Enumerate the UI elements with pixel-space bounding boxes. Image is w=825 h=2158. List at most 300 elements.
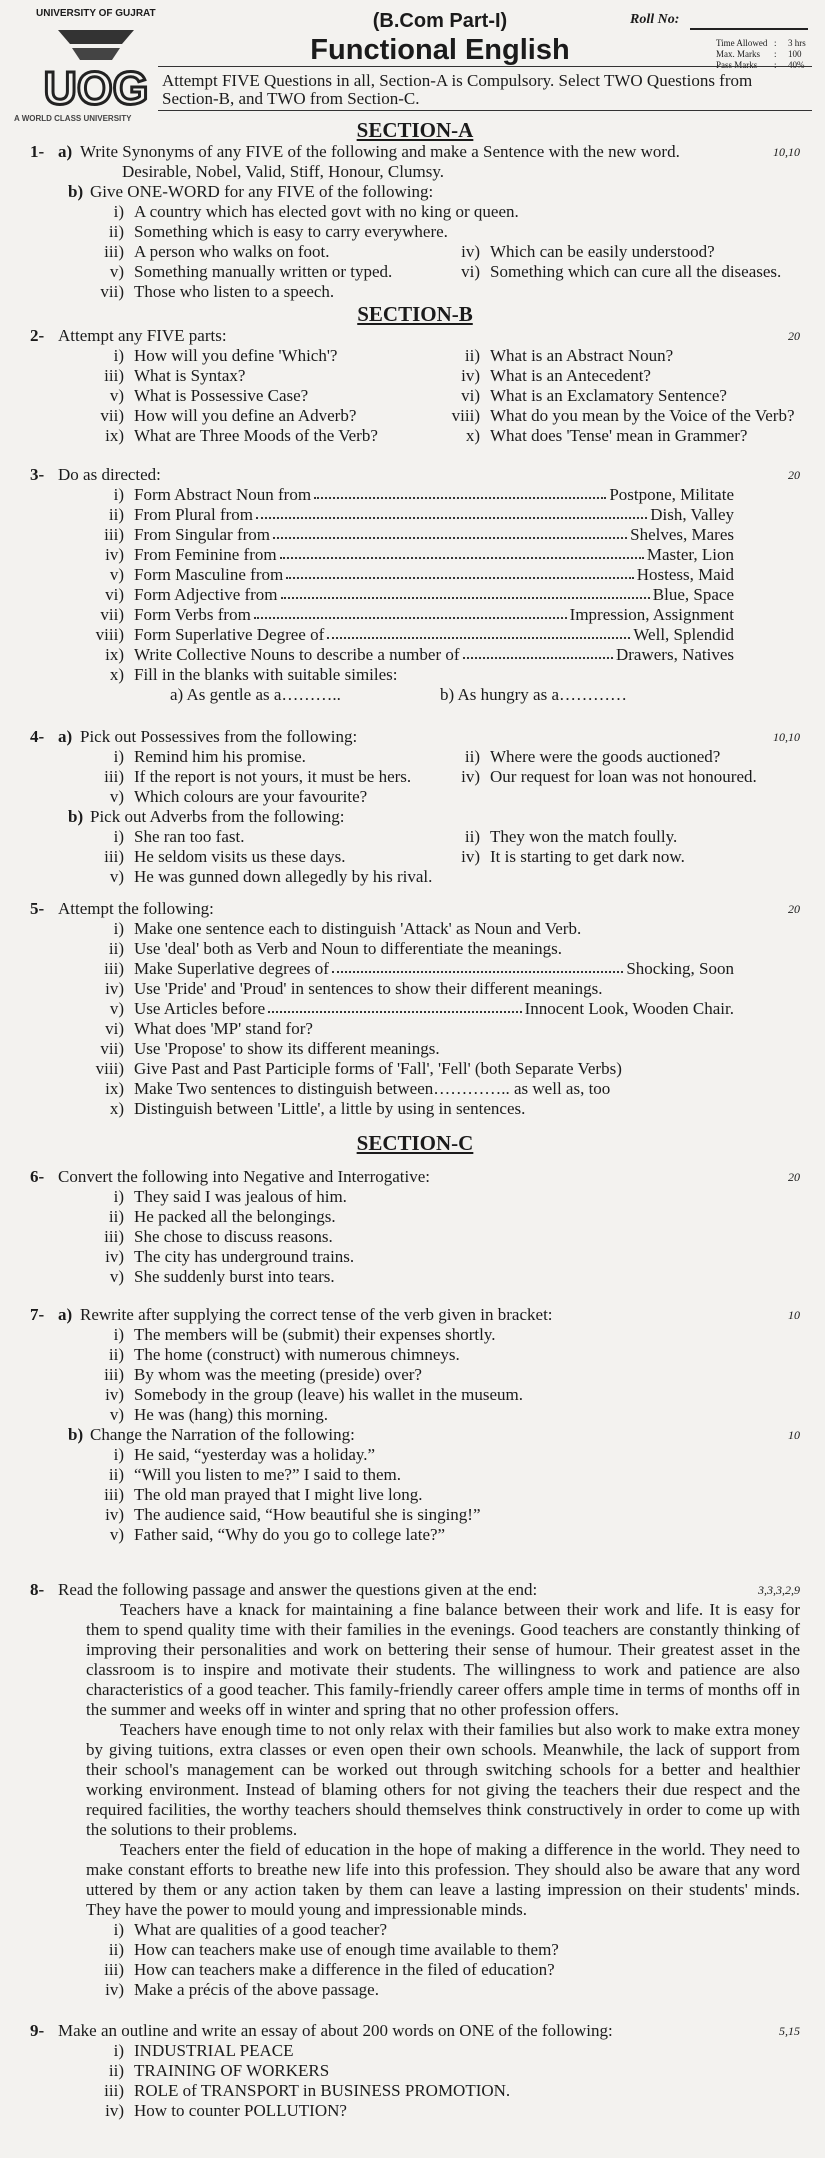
item-text: The home (construct) with numerous chimneys. bbox=[134, 1345, 460, 1364]
item-text: Somebody in the group (leave) his wallet in the museum. bbox=[134, 1385, 524, 1404]
item bbox=[76, 1525, 445, 1545]
list-item bbox=[76, 1485, 800, 1505]
list-item bbox=[76, 827, 800, 847]
list-item bbox=[76, 545, 800, 565]
list-item bbox=[76, 262, 800, 282]
item-text: From Feminine from bbox=[134, 545, 277, 564]
part-heading bbox=[58, 727, 357, 747]
question-9 bbox=[30, 2021, 800, 2121]
item bbox=[76, 827, 446, 847]
item bbox=[76, 1267, 335, 1287]
meta-value: 3 hrs bbox=[788, 38, 806, 48]
question-heading bbox=[30, 727, 800, 747]
item-numeral: x) bbox=[465, 426, 480, 445]
item-numeral: iv) bbox=[105, 979, 124, 998]
item-list bbox=[30, 919, 800, 1119]
item-numeral: viii) bbox=[95, 1059, 124, 1078]
item-numeral: i) bbox=[113, 346, 124, 365]
dotted-leader bbox=[273, 525, 627, 539]
question-8 bbox=[30, 1580, 800, 2000]
item bbox=[76, 1445, 375, 1465]
item-numeral: i) bbox=[113, 1187, 124, 1206]
question-4 bbox=[30, 727, 800, 887]
item-text: What does 'MP' stand for? bbox=[134, 1019, 313, 1038]
item bbox=[76, 346, 446, 366]
marks: 20 bbox=[788, 468, 800, 482]
item-answer-words: Shocking, Soon bbox=[626, 959, 734, 978]
item-numeral: iii) bbox=[104, 1227, 124, 1246]
question-part bbox=[30, 747, 800, 807]
item-numeral: v) bbox=[109, 1405, 124, 1424]
item-numeral: iv) bbox=[105, 1247, 124, 1266]
roll-no-label: Roll No: bbox=[630, 12, 680, 27]
item bbox=[134, 1079, 610, 1099]
item bbox=[76, 1505, 481, 1525]
marks: 20 bbox=[788, 902, 800, 916]
roll-no-field[interactable] bbox=[690, 28, 808, 30]
item-numeral: iii) bbox=[104, 525, 124, 544]
part-heading bbox=[58, 142, 680, 162]
item-text: Use 'deal' both as Verb and Noun to differentiate the meanings. bbox=[134, 939, 563, 958]
item-text: He seldom visits us these days. bbox=[134, 847, 346, 866]
uog-logo-icon bbox=[38, 30, 154, 110]
list-item bbox=[76, 505, 800, 525]
item-text: How can teachers make a difference in the filed of education? bbox=[134, 1960, 555, 1979]
list-item bbox=[76, 2041, 800, 2061]
list-item bbox=[76, 426, 800, 446]
part-text: Write Synonyms of any FIVE of the following and make a Sentence with the new word. bbox=[80, 142, 680, 161]
item-answer-words: Blue, Space bbox=[652, 585, 734, 604]
logo-lettering: UOG bbox=[43, 62, 149, 110]
item-text: She suddenly burst into tears. bbox=[134, 1267, 335, 1286]
university-name: UNIVERSITY OF GUJRAT bbox=[36, 8, 156, 19]
item bbox=[134, 999, 734, 1019]
item bbox=[76, 1365, 422, 1385]
item-text: What is an Antecedent? bbox=[490, 366, 651, 385]
item bbox=[446, 747, 800, 767]
dotted-leader bbox=[268, 999, 521, 1013]
list-item bbox=[76, 1079, 800, 1099]
part-heading bbox=[58, 1305, 553, 1325]
item-text: What is Syntax? bbox=[134, 366, 246, 385]
list-item bbox=[76, 1505, 800, 1525]
item-numeral: v) bbox=[109, 386, 124, 405]
item bbox=[134, 525, 734, 545]
part-label: b) bbox=[68, 182, 84, 201]
item-numeral: v) bbox=[109, 565, 124, 584]
item-text: It is starting to get dark now. bbox=[490, 847, 685, 866]
item-numeral: ii) bbox=[108, 1207, 124, 1226]
dotted-leader bbox=[314, 485, 606, 499]
item-text: The audience said, “How beautiful she is singing!” bbox=[134, 1505, 481, 1524]
item-answer-words: Master, Lion bbox=[646, 545, 734, 564]
question-part bbox=[30, 346, 800, 446]
item-text: Make one sentence each to distinguish 'Attack' as Noun and Verb. bbox=[134, 919, 582, 938]
item bbox=[76, 1207, 336, 1227]
item-numeral: i) bbox=[113, 1445, 124, 1464]
divider bbox=[158, 110, 812, 111]
list-item bbox=[76, 867, 800, 887]
item-answer-words: Postpone, Militate bbox=[609, 485, 734, 504]
word-list: Desirable, Nobel, Valid, Stiff, Honour, Clumsy. bbox=[122, 162, 444, 181]
item-numeral: iii) bbox=[104, 1485, 124, 1504]
item-numeral: i) bbox=[113, 1920, 124, 1939]
item-numeral: x) bbox=[109, 665, 124, 684]
list-item bbox=[76, 282, 800, 302]
item-text: A country which has elected govt with no king or queen. bbox=[134, 202, 519, 221]
item-numeral: iv) bbox=[461, 847, 480, 866]
item bbox=[76, 242, 446, 262]
item-numeral: vii) bbox=[100, 406, 124, 425]
item-text: Form Masculine from bbox=[134, 565, 284, 584]
list-item bbox=[76, 919, 800, 939]
list-item bbox=[76, 1267, 800, 1287]
item-text: What are qualities of a good teacher? bbox=[134, 1920, 387, 1939]
item bbox=[76, 1385, 523, 1405]
simile-item: a) As gentle as a……….. bbox=[170, 685, 341, 704]
item-numeral: ii) bbox=[108, 1465, 124, 1484]
item-text: Which colours are your favourite? bbox=[134, 787, 368, 806]
item bbox=[446, 366, 800, 386]
item-text: Write Collective Nouns to describe a number of bbox=[134, 645, 460, 664]
part-label: b) bbox=[68, 1425, 84, 1444]
item-numeral: ii) bbox=[108, 2061, 124, 2080]
item bbox=[134, 1099, 525, 1119]
item-list bbox=[30, 1920, 800, 2000]
marks: 3,3,3,2,9 bbox=[758, 1583, 800, 1597]
item-text: Distinguish between 'Little', a little by using in sentences. bbox=[134, 1099, 526, 1118]
list-item bbox=[76, 847, 800, 867]
item-numeral: iii) bbox=[104, 366, 124, 385]
item-text: “Will you listen to me?” I said to them. bbox=[134, 1465, 402, 1484]
list-item bbox=[76, 2081, 800, 2101]
item-numeral: ii) bbox=[108, 1345, 124, 1364]
university-tagline: A WORLD CLASS UNIVERSITY bbox=[14, 114, 132, 123]
question-part bbox=[30, 2041, 800, 2121]
item bbox=[76, 2101, 347, 2121]
part-label: a) bbox=[58, 727, 73, 746]
simile-item: b) As hungry as a………… bbox=[440, 685, 627, 704]
item bbox=[134, 645, 734, 665]
question-text: Attempt the following: bbox=[58, 899, 214, 918]
part-label: b) bbox=[68, 807, 84, 826]
question-part bbox=[30, 182, 800, 302]
list-item bbox=[76, 1920, 800, 1940]
list-item bbox=[76, 979, 800, 999]
item-answer-words: Impression, Assignment bbox=[569, 605, 734, 624]
item bbox=[134, 979, 602, 999]
passage-paragraph: Teachers have a knack for maintaining a fine balance between their work and life. It is easy for them to spend quality time with their families in the evenings. Good teachers are constantly thinking of improving their personalities and work on bettering their sense of humour. Their greatest asset in the classroom is to inspire and motivate their students. The willingness to work and patience are also characteristics of a good teacher. This family-friendly career offers ample time in terms of months off in the summer and weeks off in winter and spring that no other profession offers. bbox=[86, 1600, 800, 1719]
university-logo bbox=[14, 8, 164, 126]
item-answer-words: Well, Splendid bbox=[633, 625, 734, 644]
list-item bbox=[76, 1019, 800, 1039]
item bbox=[134, 605, 734, 625]
item-text: How will you define an Adverb? bbox=[134, 406, 357, 425]
item bbox=[76, 787, 367, 807]
list-item bbox=[76, 525, 800, 545]
dotted-leader bbox=[463, 645, 613, 659]
part-text: Give ONE-WORD for any FIVE of the following: bbox=[90, 182, 434, 201]
item-numeral: ix) bbox=[105, 426, 124, 445]
list-item bbox=[76, 1445, 800, 1465]
list-item bbox=[76, 2061, 800, 2081]
item-answer-words: Shelves, Mares bbox=[630, 525, 734, 544]
question-part bbox=[30, 1325, 800, 1425]
course-title: (B.Com Part-I) bbox=[372, 10, 508, 32]
item-numeral: vii) bbox=[100, 605, 124, 624]
list-item bbox=[76, 1207, 800, 1227]
marks: 10 bbox=[788, 1308, 800, 1322]
marks: 20 bbox=[788, 1170, 800, 1184]
part-heading bbox=[30, 807, 800, 827]
item-numeral: iii) bbox=[104, 1960, 124, 1979]
divider bbox=[158, 66, 812, 67]
item bbox=[76, 747, 446, 767]
item-numeral: ii) bbox=[108, 939, 124, 958]
meta-value: 40% bbox=[788, 60, 805, 70]
item-text: He was gunned down allegedly by his rival. bbox=[134, 867, 433, 886]
dotted-leader bbox=[256, 505, 647, 519]
question-text: Read the following passage and answer the questions given at the end: bbox=[58, 1580, 538, 1599]
question-heading bbox=[30, 326, 800, 346]
part-text: Pick out Possessives from the following: bbox=[80, 727, 358, 746]
list-item bbox=[76, 1365, 800, 1385]
item-text: What are Three Moods of the Verb? bbox=[134, 426, 378, 445]
item bbox=[76, 426, 446, 446]
part-heading bbox=[30, 1425, 800, 1445]
list-item bbox=[76, 1525, 800, 1545]
item bbox=[76, 867, 432, 887]
item-text: From Plural from bbox=[134, 505, 253, 524]
item-numeral: iv) bbox=[105, 1385, 124, 1404]
item-text: What do you mean by the Voice of the Verb? bbox=[490, 406, 795, 425]
item-numeral: ii) bbox=[464, 346, 480, 365]
part-label: a) bbox=[58, 1305, 73, 1324]
item bbox=[76, 282, 334, 302]
list-item bbox=[76, 406, 800, 426]
item-answer-words: Hostess, Maid bbox=[636, 565, 734, 584]
item-list bbox=[30, 1445, 800, 1545]
list-item bbox=[76, 1345, 800, 1365]
item bbox=[76, 1405, 328, 1425]
item-text: Use Articles before bbox=[134, 999, 266, 1018]
item bbox=[446, 827, 800, 847]
subject-title: Functional English bbox=[310, 34, 570, 66]
passage-paragraph: Teachers have enough time to not only relax with their families but also work to make extra money by giving tuitions, extra classes or even open their own schools. Meanwhile, the lack of support from their school's management can be worked out through switching schools for a better and healthier working environment. Instead of blaming others for not giving the teachers their due respect and the required facilities, the worthy teachers should themselves think constructively in order to come up with the solutions to their problems. bbox=[86, 1720, 800, 1839]
item-numeral: viii) bbox=[95, 625, 124, 644]
item-text: She chose to discuss reasons. bbox=[134, 1227, 333, 1246]
item-numeral: vi) bbox=[461, 262, 480, 281]
item-list bbox=[30, 346, 800, 446]
item-numeral: viii) bbox=[451, 406, 480, 425]
marks: 10,10 bbox=[773, 145, 800, 159]
item-text: She ran too fast. bbox=[134, 827, 245, 846]
list-item bbox=[76, 1039, 800, 1059]
question-2 bbox=[30, 326, 800, 446]
item-numeral: iii) bbox=[104, 767, 124, 786]
item-text: Which can be easily understood? bbox=[490, 242, 715, 261]
item-numeral: i) bbox=[113, 747, 124, 766]
list-item bbox=[76, 585, 800, 605]
item bbox=[134, 545, 734, 565]
item-numeral: iii) bbox=[104, 847, 124, 866]
item-list bbox=[30, 1325, 800, 1425]
passage-paragraph: Teachers enter the field of education in the hope of making a difference in the world. They need to make constant efforts to breathe new life into this profession. They should also be aware that any word uttered by them or any action taken by them can leave a lasting impression on their students' minds. They have the power to mould young and impressionable minds. bbox=[86, 1840, 800, 1919]
item-text: Form Superlative Degree of bbox=[134, 625, 325, 644]
item-text: Make a précis of the above passage. bbox=[134, 1980, 379, 1999]
item-text: The members will be (submit) their expenses shortly. bbox=[134, 1325, 496, 1344]
item-numeral: iv) bbox=[461, 242, 480, 261]
marks: 10 bbox=[788, 1428, 800, 1442]
item-text: ROLE of TRANSPORT in BUSINESS PROMOTION. bbox=[134, 2081, 511, 2100]
list-item bbox=[76, 1940, 800, 1960]
item-numeral: ix) bbox=[105, 1079, 124, 1098]
item bbox=[446, 406, 800, 426]
item-numeral: v) bbox=[109, 262, 124, 281]
item-numeral: ii) bbox=[464, 827, 480, 846]
item-text: What does 'Tense' mean in Grammer? bbox=[490, 426, 748, 445]
list-item bbox=[76, 747, 800, 767]
list-item bbox=[76, 605, 800, 625]
item-numeral: vii) bbox=[100, 282, 124, 301]
item bbox=[134, 1019, 313, 1039]
part-heading bbox=[30, 182, 800, 202]
question-heading bbox=[30, 899, 800, 919]
question-number: 1- bbox=[30, 142, 45, 161]
item bbox=[446, 262, 800, 282]
item-numeral: i) bbox=[113, 827, 124, 846]
marks: 5,15 bbox=[779, 2024, 800, 2038]
section-c-heading: SECTION-C bbox=[356, 1131, 474, 1155]
dotted-leader bbox=[280, 545, 644, 559]
item bbox=[76, 1980, 379, 2000]
list-item bbox=[76, 346, 800, 366]
item-numeral: v) bbox=[109, 867, 124, 886]
list-item bbox=[76, 625, 800, 645]
meta-key: Pass Marks bbox=[716, 60, 758, 70]
item bbox=[134, 939, 562, 959]
list-item bbox=[76, 366, 800, 386]
list-item bbox=[76, 242, 800, 262]
passage bbox=[30, 1600, 800, 1920]
item bbox=[76, 1345, 460, 1365]
section-b-heading: SECTION-B bbox=[357, 302, 473, 326]
question-heading bbox=[30, 1580, 800, 1600]
list-item bbox=[76, 565, 800, 585]
item-text: How will you define 'Which'? bbox=[134, 346, 338, 365]
item bbox=[446, 242, 800, 262]
list-item bbox=[76, 386, 800, 406]
item bbox=[446, 426, 800, 446]
list-item bbox=[76, 1247, 800, 1267]
item bbox=[76, 1920, 387, 1940]
list-item bbox=[76, 1227, 800, 1247]
question-part bbox=[30, 485, 800, 705]
item bbox=[446, 346, 800, 366]
item-text: Those who listen to a speech. bbox=[134, 282, 335, 301]
section-a-heading: SECTION-A bbox=[356, 118, 474, 142]
question-1 bbox=[30, 142, 800, 302]
item-text: He packed all the belongings. bbox=[134, 1207, 336, 1226]
dotted-leader bbox=[286, 565, 634, 579]
item bbox=[76, 2061, 329, 2081]
item bbox=[134, 665, 398, 685]
question-7 bbox=[30, 1305, 800, 1545]
marks: 20 bbox=[788, 329, 800, 343]
question-heading bbox=[30, 2021, 800, 2041]
list-item bbox=[76, 1059, 800, 1079]
item-numeral: i) bbox=[113, 2041, 124, 2060]
item bbox=[76, 847, 446, 867]
marks: 10,10 bbox=[773, 730, 800, 744]
question-number: 7- bbox=[30, 1305, 45, 1324]
meta-value: 100 bbox=[788, 49, 802, 59]
dotted-leader bbox=[254, 605, 567, 619]
item bbox=[76, 222, 448, 242]
item-numeral: i) bbox=[113, 485, 124, 504]
item-text: He was (hang) this morning. bbox=[134, 1405, 329, 1424]
list-item bbox=[76, 665, 800, 685]
item-text: Give Past and Past Participle forms of 'Fall', 'Fell' (both Separate Verbs) bbox=[134, 1059, 622, 1078]
question-text: Convert the following into Negative and Interrogative: bbox=[58, 1167, 431, 1186]
list-item bbox=[76, 202, 800, 222]
question-part bbox=[30, 162, 800, 182]
item-numeral: i) bbox=[113, 1325, 124, 1344]
item bbox=[134, 485, 734, 505]
list-item bbox=[76, 1099, 800, 1119]
question-text: Make an outline and write an essay of about 200 words on ONE of the following: bbox=[58, 2021, 613, 2040]
question-number: 5- bbox=[30, 899, 45, 918]
item bbox=[134, 1039, 440, 1059]
question-number: 3- bbox=[30, 465, 45, 484]
item-numeral: vi) bbox=[461, 386, 480, 405]
item bbox=[134, 505, 734, 525]
item bbox=[76, 1485, 422, 1505]
item-text: Something manually written or typed. bbox=[134, 262, 393, 281]
question-part bbox=[30, 1600, 800, 2000]
question-number: 4- bbox=[30, 727, 45, 746]
simile-blanks bbox=[30, 685, 800, 705]
instructions: Attempt FIVE Questions in all, Section-A is Compulsory. Select TWO Questions from Section-B, and TWO from Section-C. bbox=[162, 71, 753, 108]
item bbox=[76, 1325, 495, 1345]
item-text: What is an Abstract Noun? bbox=[490, 346, 674, 365]
question-part bbox=[30, 919, 800, 1119]
question-3 bbox=[30, 465, 800, 705]
item-list bbox=[30, 202, 800, 302]
item bbox=[446, 386, 800, 406]
item-numeral: ii) bbox=[108, 1940, 124, 1959]
item-text: He said, “yesterday was a holiday.” bbox=[134, 1445, 376, 1464]
item-text: Where were the goods auctioned? bbox=[490, 747, 721, 766]
question-text: Attempt any FIVE parts: bbox=[58, 326, 227, 345]
list-item bbox=[76, 1325, 800, 1345]
item bbox=[134, 625, 734, 645]
list-item bbox=[76, 2101, 800, 2121]
part-text: Change the Narration of the following: bbox=[90, 1425, 355, 1444]
item-text: How to counter POLLUTION? bbox=[134, 2101, 347, 2120]
item-text: They said I was jealous of him. bbox=[134, 1187, 347, 1206]
list-item bbox=[76, 1385, 800, 1405]
list-item bbox=[76, 1980, 800, 2000]
item-text: If the report is not yours, it must be hers. bbox=[134, 767, 412, 786]
item-text: What is an Exclamatory Sentence? bbox=[490, 386, 727, 405]
item-numeral: ix) bbox=[105, 645, 124, 664]
item bbox=[76, 386, 446, 406]
item-numeral: iv) bbox=[105, 545, 124, 564]
item-numeral: v) bbox=[109, 999, 124, 1018]
meta-key: Max. Marks bbox=[716, 49, 760, 59]
item bbox=[134, 1059, 622, 1079]
